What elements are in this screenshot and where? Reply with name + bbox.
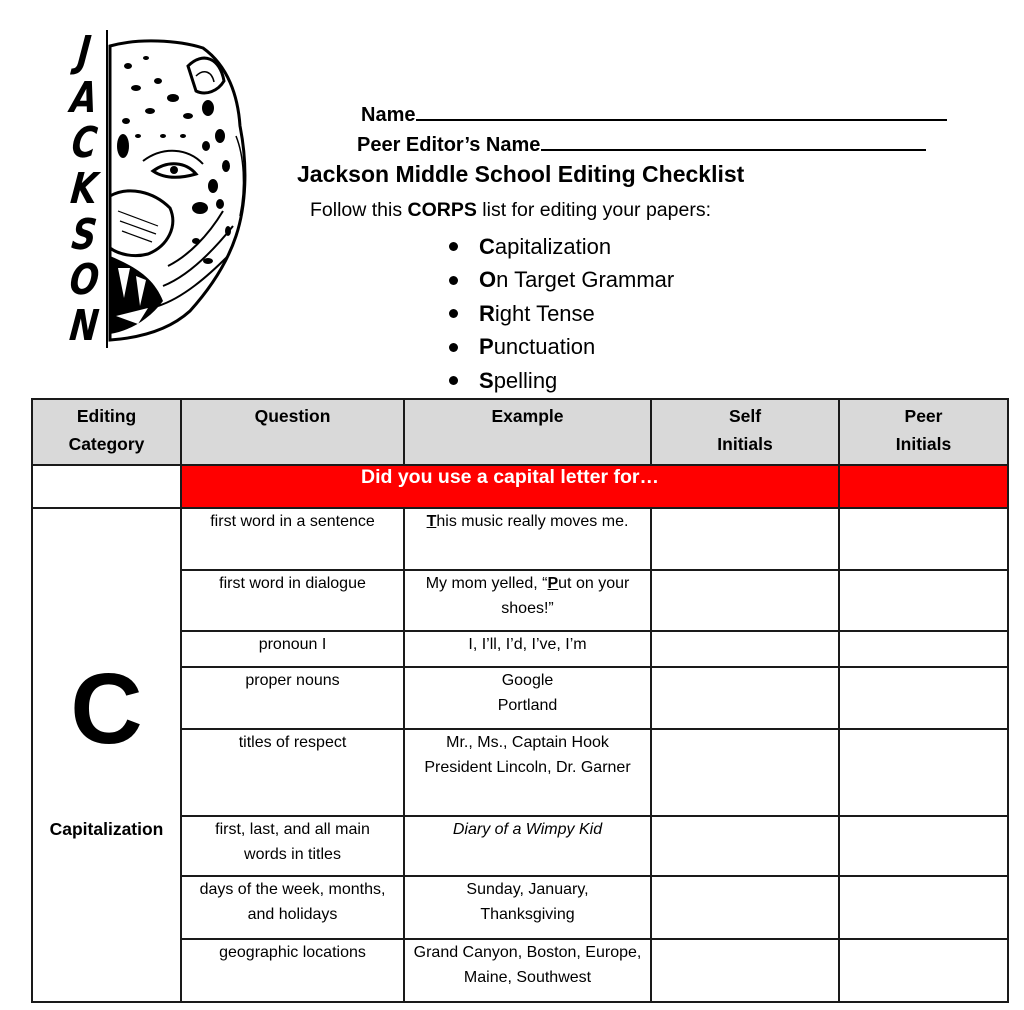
banner-peer-cell: [839, 465, 1008, 508]
peer-initials-cell[interactable]: [839, 816, 1008, 876]
category-cell: [32, 508, 181, 1002]
corps-item: [449, 297, 674, 331]
corps-letter: S: [479, 367, 494, 393]
peer-initials-cell[interactable]: [839, 570, 1008, 631]
self-initials-cell[interactable]: [651, 876, 839, 939]
self-initials-cell[interactable]: [651, 816, 839, 876]
corps-letter: R: [479, 300, 495, 326]
example-cell: Diary of a Wimpy Kid: [404, 816, 651, 876]
logo-letter: A: [68, 72, 100, 123]
self-initials-cell[interactable]: [651, 667, 839, 729]
header-editing-category: [32, 399, 181, 465]
bullet-icon: [449, 276, 458, 285]
example-text: his music really moves me.: [436, 513, 629, 530]
corps-word: unctuation: [493, 334, 596, 360]
example-cell: Grand Canyon, Boston, Europe, Maine, Southwest: [404, 939, 651, 1002]
intro-text: [310, 199, 711, 222]
page-title: Jackson Middle School Editing Checklist: [297, 161, 745, 187]
example-cell: [404, 508, 651, 570]
example-text: My mom yelled, “: [425, 575, 548, 592]
intro-text-end: list for editing your papers:: [476, 199, 712, 221]
peer-initials-cell[interactable]: [839, 939, 1008, 1002]
banner-category-cell: [32, 465, 181, 508]
example-cell: [404, 729, 651, 816]
question-cell: first word in dialogue: [181, 570, 404, 631]
self-initials-cell[interactable]: [651, 570, 839, 631]
header-line: Initials: [895, 434, 952, 454]
logo-wordmark: [66, 27, 102, 351]
corps-word: n Target Grammar: [496, 267, 675, 293]
jaguar-head-icon: [108, 36, 258, 346]
header-line: Example: [491, 406, 564, 426]
corps-item: [449, 364, 674, 398]
logo-letter: K: [68, 163, 100, 214]
peer-initials-cell[interactable]: [839, 667, 1008, 729]
corps-item: [449, 331, 674, 365]
logo-letter: J: [75, 27, 93, 77]
self-initials-cell[interactable]: [651, 939, 839, 1002]
logo-letter: N: [67, 300, 101, 351]
header-line: Question: [254, 406, 331, 426]
header-self-initials: [651, 399, 839, 465]
table-row: [32, 508, 1008, 570]
logo-letter: C: [68, 118, 100, 169]
section-banner: Did you use a capital letter for…: [181, 465, 839, 508]
example-cell: I, I’ll, I’d, I’ve, I’m: [404, 631, 651, 667]
peer-editor-name-blank-line[interactable]: [541, 129, 926, 151]
header-example: [404, 399, 651, 465]
section-banner-row: [32, 465, 1008, 508]
logo-letter: O: [66, 255, 102, 306]
header-line: Self: [728, 406, 762, 426]
header-line: Editing: [76, 406, 137, 426]
question-cell: titles of respect: [181, 729, 404, 816]
example-emphasis: T: [426, 513, 437, 530]
question-cell: pronoun I: [181, 631, 404, 667]
header-peer-initials: [839, 399, 1008, 465]
header-line: Category: [68, 434, 145, 454]
example-emphasis: P: [547, 575, 559, 592]
editing-checklist-table: [31, 398, 1009, 1003]
corps-item: [449, 230, 674, 264]
table-header-row: [32, 399, 1008, 465]
peer-initials-cell[interactable]: [839, 508, 1008, 570]
corps-letter: P: [479, 334, 494, 360]
peer-initials-cell[interactable]: [839, 631, 1008, 667]
example-text: Portland: [497, 697, 558, 714]
corps-list: [449, 230, 674, 398]
corps-word: ight Tense: [494, 300, 595, 326]
intro-text-start: Follow this: [310, 199, 408, 221]
question-cell: days of the week, months, and holidays: [181, 876, 404, 939]
bullet-icon: [449, 343, 458, 352]
peer-initials-cell[interactable]: [839, 729, 1008, 816]
corps-letter: C: [479, 233, 495, 259]
peer-initials-cell[interactable]: [839, 876, 1008, 939]
question-cell: first, last, and all main words in titles: [181, 816, 404, 876]
self-initials-cell[interactable]: [651, 631, 839, 667]
corps-letter: O: [479, 267, 497, 293]
example-text: Mr., Ms., Captain Hook: [446, 734, 609, 751]
school-logo: [60, 27, 260, 351]
bullet-icon: [449, 309, 458, 318]
category-name: Capitalization: [49, 819, 164, 839]
peer-editor-name-field[interactable]: [357, 129, 926, 157]
header-line: Initials: [717, 434, 773, 454]
peer-editor-name-label: Peer Editor’s Name: [357, 134, 541, 156]
corps-item: [449, 264, 674, 298]
bullet-icon: [449, 376, 458, 385]
question-cell: geographic locations: [181, 939, 404, 1002]
example-text: ut on your shoes!”: [501, 575, 630, 617]
example-text: Google: [501, 672, 554, 689]
self-initials-cell[interactable]: [651, 729, 839, 816]
corps-acronym: CORPS: [407, 199, 477, 221]
question-cell: proper nouns: [181, 667, 404, 729]
corps-word: pelling: [493, 367, 558, 393]
name-label: Name: [361, 104, 416, 126]
header-line: Peer: [904, 406, 943, 426]
logo-letter: S: [69, 209, 99, 260]
name-blank-line[interactable]: [416, 99, 947, 121]
example-text: President Lincoln, Dr. Garner: [424, 759, 631, 776]
example-cell: [404, 570, 651, 631]
example-cell: [404, 667, 651, 729]
corps-word: apitalization: [494, 233, 612, 259]
header-question: [181, 399, 404, 465]
category-letter: C: [70, 653, 143, 765]
self-initials-cell[interactable]: [651, 508, 839, 570]
example-cell: Sunday, January, Thanksgiving: [404, 876, 651, 939]
name-field[interactable]: [361, 99, 947, 127]
question-cell: first word in a sentence: [181, 508, 404, 570]
bullet-icon: [449, 242, 458, 251]
